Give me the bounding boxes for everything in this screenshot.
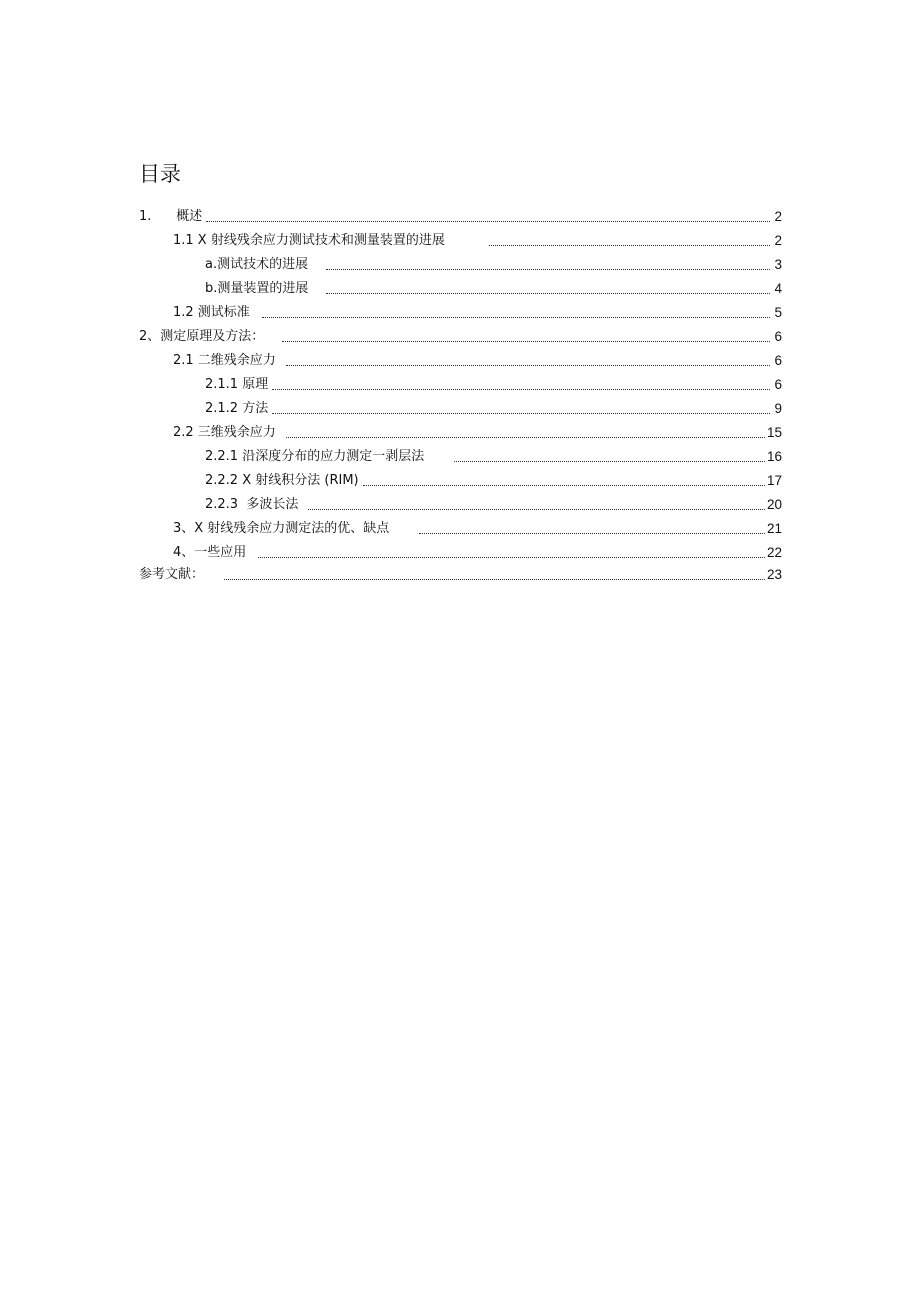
toc-entry-page-number: 9 xyxy=(774,401,782,416)
toc-entry[interactable] xyxy=(139,537,782,561)
toc-entry-page-number: 20 xyxy=(766,497,782,512)
toc-entry-label: 1. 概述 xyxy=(139,209,203,224)
toc-entry[interactable] xyxy=(139,297,782,321)
toc-dot-leader xyxy=(258,557,765,558)
toc-dot-leader xyxy=(272,413,770,414)
toc-entry-label: 3、X 射线残余应力测定法的优、缺点 xyxy=(173,521,390,536)
toc-entry-label: 2.1.2 方法 xyxy=(205,401,269,416)
toc-dot-leader xyxy=(326,269,770,270)
toc-dot-leader xyxy=(282,341,770,342)
toc-entry-page-number: 2 xyxy=(774,209,782,224)
toc-title: 目录 xyxy=(139,162,181,186)
toc-dot-leader xyxy=(286,437,765,438)
toc-entry-page-number: 15 xyxy=(766,425,782,440)
toc-entry-label: 2.2.2 X 射线积分法 (RIM) xyxy=(205,473,359,488)
toc-entry-page-number: 6 xyxy=(774,353,782,368)
toc-entry-page-number: 6 xyxy=(774,377,782,392)
toc-entry-page-number: 21 xyxy=(766,521,782,536)
toc-dot-leader xyxy=(262,317,770,318)
toc-entry-page-number: 5 xyxy=(774,305,782,320)
toc-entry[interactable] xyxy=(139,369,782,393)
toc-entry[interactable] xyxy=(139,561,782,583)
toc-dot-leader xyxy=(363,485,765,486)
toc-entry-page-number: 3 xyxy=(774,257,782,272)
toc-dot-leader xyxy=(326,293,770,294)
toc-entry[interactable] xyxy=(139,249,782,273)
toc-dot-leader xyxy=(419,533,765,534)
toc-entry-page-number: 16 xyxy=(766,449,782,464)
toc-dot-leader xyxy=(224,579,765,580)
toc-entry[interactable] xyxy=(139,513,782,537)
toc-entry[interactable] xyxy=(139,345,782,369)
toc-dot-leader xyxy=(286,365,770,366)
toc-entry-label: 1.1 X 射线残余应力测试技术和测量装置的进展 xyxy=(173,233,445,248)
toc-entry-label: 1.2 测试标准 xyxy=(173,305,250,320)
toc-entry-label: 2.1.1 原理 xyxy=(205,377,269,392)
toc-entry-page-number: 23 xyxy=(766,567,782,582)
toc-dot-leader xyxy=(308,509,765,510)
toc-entry-label: 参考文献： xyxy=(139,567,205,582)
toc-dot-leader xyxy=(454,461,765,462)
toc-entry-label: b.测量装置的进展 xyxy=(205,281,309,296)
toc-entry[interactable] xyxy=(139,465,782,489)
toc-entry[interactable] xyxy=(139,441,782,465)
toc-entry-label: 2.2 三维残余应力 xyxy=(173,425,276,440)
toc-entry-page-number: 22 xyxy=(766,545,782,560)
toc-entry[interactable] xyxy=(139,225,782,249)
toc-entry[interactable] xyxy=(139,417,782,441)
toc-entry[interactable] xyxy=(139,321,782,345)
toc-entry-label: 2.2.3 多波长法 xyxy=(205,497,299,512)
toc-entry-label: 2.1 二维残余应力 xyxy=(173,353,276,368)
toc-entry-label: 2、测定原理及方法： xyxy=(139,329,265,344)
toc-entry[interactable] xyxy=(139,489,782,513)
toc-entry-label: 2.2.1 沿深度分布的应力测定一剥层法 xyxy=(205,449,425,464)
toc-dot-leader xyxy=(206,221,770,222)
toc-entry[interactable] xyxy=(139,201,782,225)
toc-entry-page-number: 4 xyxy=(774,281,782,296)
toc-entry-label: a.测试技术的进展 xyxy=(205,257,309,272)
toc-entry-page-number: 6 xyxy=(774,329,782,344)
toc-entry-label: 4、一些应用 xyxy=(173,545,247,560)
toc-entry-page-number: 2 xyxy=(774,233,782,248)
toc-entry[interactable] xyxy=(139,393,782,417)
toc-dot-leader xyxy=(489,245,770,246)
toc-entry-page-number: 17 xyxy=(766,473,782,488)
toc-dot-leader xyxy=(272,389,770,390)
table-of-contents xyxy=(139,201,782,583)
toc-entry[interactable] xyxy=(139,273,782,297)
